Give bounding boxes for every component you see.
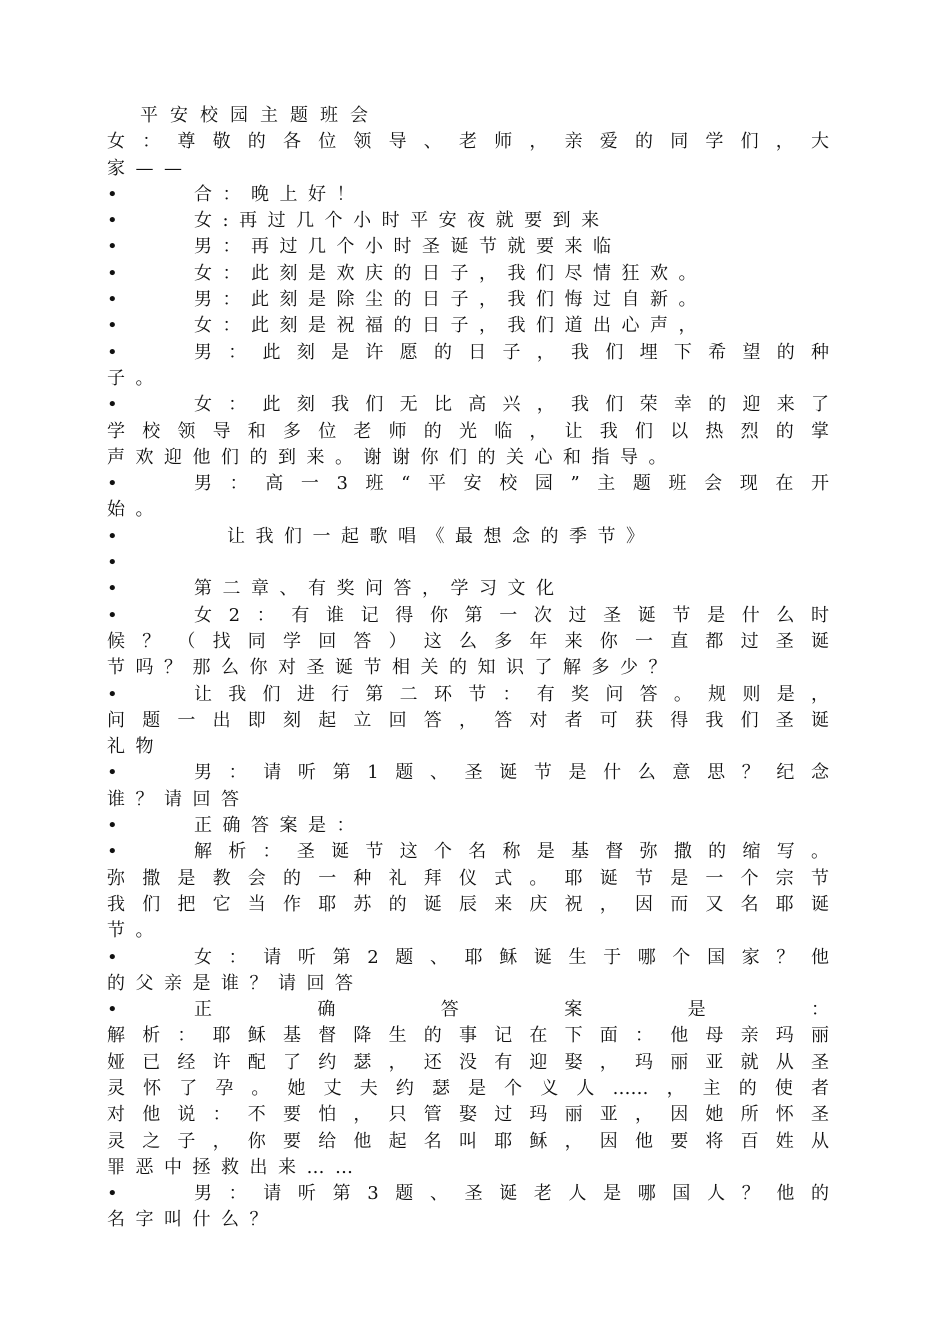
bullet-icon: • (107, 815, 118, 837)
list-item (107, 1181, 829, 1234)
list-item-continuation: 弥撒是教会的一种礼拜仪式。耶诞节是一个宗节 (107, 867, 829, 889)
list-item (107, 524, 829, 550)
list-item-text (107, 550, 829, 576)
bullet-icon: • (107, 762, 118, 784)
list-item (107, 945, 829, 998)
document-page (107, 103, 829, 1234)
list-item-continuation: 的父亲是谁？请回答 (107, 972, 364, 994)
bullet-icon: • (107, 315, 118, 337)
bullet-icon: • (107, 394, 118, 416)
list-item (107, 839, 829, 944)
opening-line: 家—— (107, 157, 193, 179)
list-item-continuation: 对他说：不要怕，只管娶过玛丽亚，因她所怀圣 (107, 1104, 829, 1126)
list-item-text: 女：此刻是欢庆的日子，我们尽情狂欢。 (194, 262, 707, 284)
list-item (107, 287, 829, 313)
bullet-icon: • (107, 578, 118, 600)
list-item-continuation: 灵之子，你要给他起名叫耶稣，因他要将百姓从 (107, 1130, 829, 1152)
list-item-text: 女：此刻我们无比高兴，我们荣幸的迎来了 (194, 394, 829, 416)
list-item (107, 313, 829, 339)
list-item (107, 760, 829, 813)
list-item (107, 182, 829, 208)
bullet-icon: • (107, 262, 118, 284)
bullet-icon: • (107, 999, 118, 1021)
bullet-icon: • (107, 210, 118, 232)
list-item-continuation: 始。 (107, 499, 164, 521)
list-item-continuation: 节。 (107, 920, 164, 942)
list-item-text: 让我们一起歌唱《最想念的季节》 (227, 525, 655, 547)
list-item-text: 男：再过几个小时圣诞节就要来临 (194, 236, 622, 258)
list-item-text: 女:再过几个小时平安夜就要到来 (194, 210, 610, 232)
list-item-continuation: 声欢迎他们的到来。谢谢你们的关心和指导。 (107, 446, 677, 468)
list-item (107, 603, 829, 682)
list-item-text: 男：此刻是许愿的日子，我们埋下希望的种 (194, 341, 829, 363)
list-item-text: 正确答案是： (194, 999, 829, 1021)
list-item-continuation: 节吗？那么你对圣诞节相关的知识了解多少？ (107, 657, 677, 679)
list-item (107, 208, 829, 234)
bullet-icon: • (107, 1183, 118, 1205)
list-item-text: 第二章、有奖问答，学习文化 (194, 578, 565, 600)
bullet-icon: • (107, 183, 118, 205)
bullet-icon: • (107, 946, 118, 968)
bullet-icon: • (107, 473, 118, 495)
list-item-continuation: 问题一出即刻起立回答，答对者可获得我们圣诞 (107, 709, 829, 731)
page-title: 平安校园主题班会 (140, 105, 380, 126)
list-item-text: 让我们进行第二环节：有奖问答。规则是， (194, 683, 829, 705)
list-item (107, 392, 829, 471)
list-item-continuation: 罪恶中拯救出来…… (107, 1156, 364, 1178)
list-item-text: 合：晚上好！ (194, 183, 365, 205)
list-item-text: 女：请听第2题、耶稣诞生于哪个国家？他 (194, 946, 829, 968)
bullet-icon: • (107, 683, 118, 705)
bullet-icon: • (107, 236, 118, 258)
list-item-continuation: 学校领导和多位老师的光临，让我们以热烈的掌 (107, 420, 829, 442)
list-item-text: 男：高一3班“平安校园”主题班会现在开 (194, 473, 829, 495)
bullet-icon: • (107, 604, 118, 626)
bullet-icon: • (107, 552, 118, 574)
bullet-icon: • (107, 341, 118, 363)
list-item-continuation: 谁？请回答 (107, 788, 250, 810)
list-item-continuation: 子。 (107, 367, 164, 389)
list-item-text: 女：此刻是祝福的日子，我们道出心声， (194, 315, 707, 337)
list-item-continuation: 候？（找同学回答）这么多年来你一直都过圣诞 (107, 630, 829, 652)
list-item-text: 解析：圣诞节这个名称是基督弥撒的缩写。 (194, 841, 829, 863)
bullet-icon: • (107, 841, 118, 863)
list-item-continuation: 灵怀了孕。她丈夫约瑟是个义人……，主的使者 (107, 1077, 829, 1099)
list-item (107, 576, 829, 602)
bullet-icon: • (107, 289, 118, 311)
bullet-icon: • (107, 525, 118, 547)
list-item-continuation: 礼物 (107, 736, 164, 758)
list-item (107, 997, 829, 1181)
list-item (107, 682, 829, 761)
list-item-continuation: 娅已经许配了约瑟，还没有迎娶，玛丽亚就从圣 (107, 1051, 829, 1073)
list-item (107, 550, 829, 576)
list-item-text: 男：请听第3题、圣诞老人是哪国人？他的 (194, 1183, 829, 1205)
list-item-continuation: 名字叫什么？ (107, 1209, 278, 1231)
list-item (107, 340, 829, 393)
list-item (107, 261, 829, 287)
list-item-text: 男：此刻是除尘的日子，我们悔过自新。 (194, 289, 707, 311)
list-item-text: 男：请听第1题、圣诞节是什么意思？纪念 (194, 762, 829, 784)
script-list (107, 182, 829, 1234)
list-item-continuation: 我们把它当作耶苏的诞辰来庆祝，因而又名耶诞 (107, 893, 829, 915)
list-item-text: 正确答案是： (194, 815, 365, 837)
list-item (107, 234, 829, 260)
opening-line: 女：尊敬的各位领导、老师，亲爱的同学们，大 (107, 131, 829, 153)
list-item-text: 女2：有谁记得你第一次过圣诞节是什么时 (194, 604, 829, 626)
list-item (107, 813, 829, 839)
list-item-continuation: 解析：耶稣基督降生的事记在下面：他母亲玛丽 (107, 1025, 829, 1047)
opening-paragraph (107, 129, 829, 182)
list-item (107, 471, 829, 524)
